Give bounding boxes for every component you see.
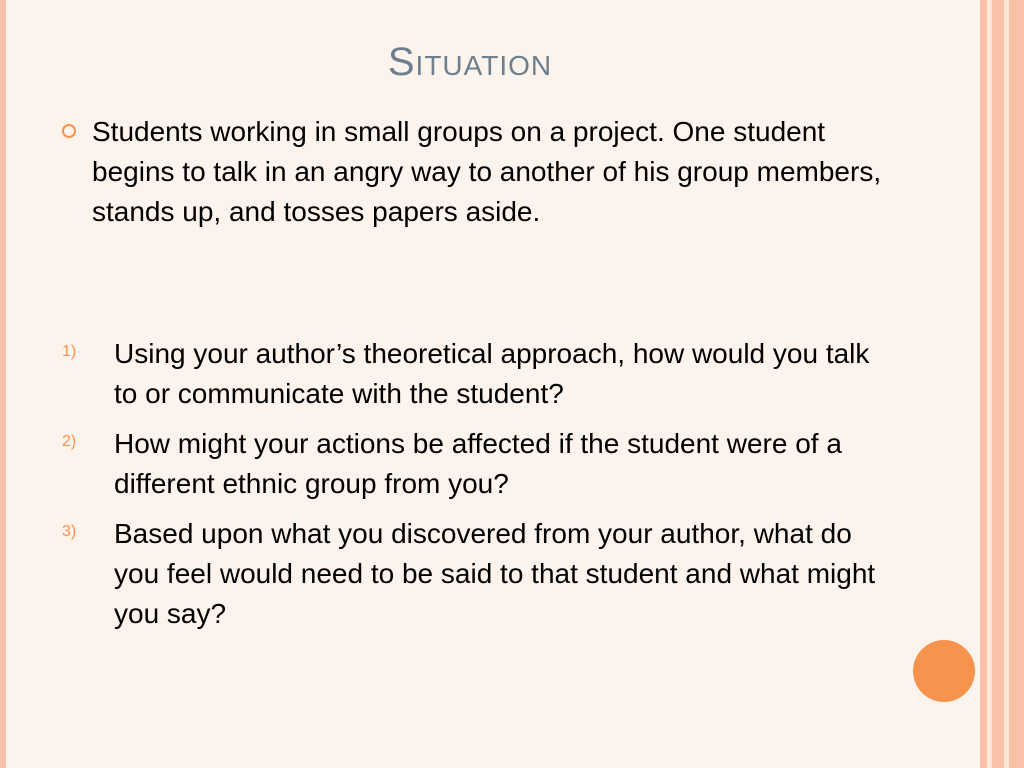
list-item-number: 1) bbox=[62, 343, 77, 360]
list-item bbox=[62, 424, 892, 504]
right-stripe-1 bbox=[980, 0, 987, 768]
left-border-stripe bbox=[0, 0, 6, 768]
list-item-text: Based upon what you discovered from your author, what do you feel would need to be said to that student and what might you say? bbox=[114, 518, 876, 629]
decorative-circle bbox=[913, 640, 975, 702]
list-item-number: 2) bbox=[62, 433, 77, 450]
list-item-text: How might your actions be affected if the student were of a different ethnic group from you? bbox=[114, 428, 842, 499]
list-item-text: Using your author’s theoretical approach, how would you talk to or communicate with the student? bbox=[114, 338, 870, 409]
intro-text: Students working in small groups on a project. One student begins to talk in an angry way to another of his group members, stands up, and tosses papers aside. bbox=[92, 116, 882, 227]
right-stripe-2 bbox=[992, 0, 1004, 768]
question-list bbox=[62, 334, 892, 644]
intro-bullet bbox=[62, 112, 882, 232]
list-item bbox=[62, 334, 892, 414]
slide-title: Situation bbox=[387, 40, 553, 84]
ring-bullet-icon bbox=[62, 124, 76, 138]
list-item bbox=[62, 514, 892, 634]
list-item-number: 3) bbox=[62, 523, 77, 540]
right-stripe-3 bbox=[1009, 0, 1024, 768]
